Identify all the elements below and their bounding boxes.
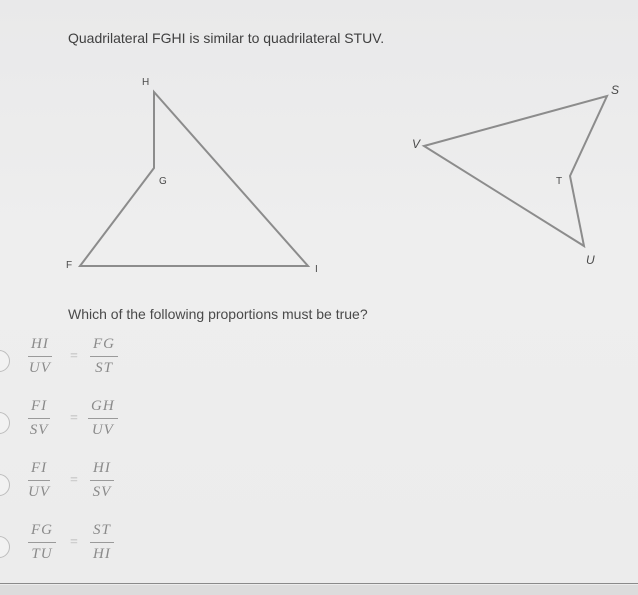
fraction-numerator: FG xyxy=(28,522,56,543)
vertex-label-f: F xyxy=(66,260,73,271)
fraction-numerator: HI xyxy=(28,336,52,357)
right-fraction xyxy=(90,522,114,563)
left-fraction xyxy=(28,336,52,377)
prompt-text: Which of the following proportions must be true? xyxy=(68,306,368,322)
answer-choice-4[interactable] xyxy=(0,522,200,574)
vertex-label-u: U xyxy=(586,253,595,267)
radio-button[interactable] xyxy=(0,474,10,496)
fraction-denominator: ST xyxy=(95,360,113,376)
fraction-numerator: HI xyxy=(90,460,114,481)
left-fraction xyxy=(28,522,56,563)
vertex-label-s: S xyxy=(611,83,620,97)
right-fraction xyxy=(88,398,118,439)
equals-sign: = xyxy=(70,349,78,364)
answer-choice-1[interactable] xyxy=(0,336,200,388)
question-text: Quadrilateral FGHI is similar to quadrilateral STUV. xyxy=(68,30,385,46)
bottom-divider xyxy=(0,583,638,584)
radio-button[interactable] xyxy=(0,536,10,558)
fraction-denominator: UV xyxy=(91,422,114,438)
fraction-numerator: FI xyxy=(28,460,50,481)
answer-choice-3[interactable] xyxy=(0,460,200,512)
vertex-label-t: T xyxy=(556,176,563,187)
right-fraction xyxy=(90,460,114,501)
fraction-denominator: TU xyxy=(31,546,53,562)
equals-sign: = xyxy=(70,411,78,426)
bottom-strip xyxy=(0,585,638,595)
vertex-label-h: H xyxy=(142,77,150,88)
fraction-denominator: SV xyxy=(29,422,49,438)
equals-sign: = xyxy=(70,473,78,488)
fraction-numerator: FI xyxy=(28,398,50,419)
quadrilateral-fghi xyxy=(80,92,308,266)
right-fraction xyxy=(90,336,118,377)
fraction-numerator: GH xyxy=(88,398,118,419)
left-fraction xyxy=(28,460,50,501)
fraction-denominator: HI xyxy=(93,546,111,562)
answer-choice-2[interactable] xyxy=(0,398,200,450)
equals-sign: = xyxy=(70,535,78,550)
fraction-denominator: UV xyxy=(28,360,51,376)
quadrilateral-stuv xyxy=(424,96,607,246)
fraction-numerator: FG xyxy=(90,336,118,357)
radio-button[interactable] xyxy=(0,412,10,434)
left-fraction xyxy=(28,398,50,439)
fraction-denominator: UV xyxy=(28,484,51,500)
fraction-denominator: SV xyxy=(92,484,112,500)
fraction-numerator: ST xyxy=(90,522,114,543)
radio-button[interactable] xyxy=(0,350,10,372)
vertex-label-g: G xyxy=(159,176,167,187)
vertex-label-v: V xyxy=(412,137,421,151)
vertex-label-i: I xyxy=(315,264,318,275)
